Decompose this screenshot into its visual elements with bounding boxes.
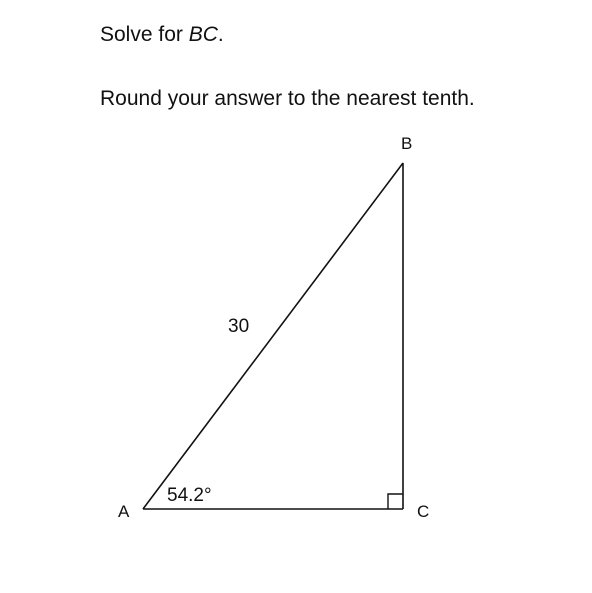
vertex-a-label: A	[118, 502, 130, 521]
vertex-c-label: C	[417, 502, 430, 521]
prompt-prefix: Solve for	[100, 23, 189, 46]
side-ab-hypotenuse	[143, 163, 403, 509]
question-instruction: Round your answer to the nearest tenth.	[100, 87, 475, 110]
hypotenuse-length-label: 30	[228, 316, 250, 337]
right-angle-marker	[388, 494, 403, 509]
vertex-b-label: B	[401, 134, 413, 153]
angle-a-label: 54.2°	[167, 485, 212, 506]
prompt-variable: BC	[188, 23, 218, 46]
prompt-suffix: .	[217, 23, 224, 46]
